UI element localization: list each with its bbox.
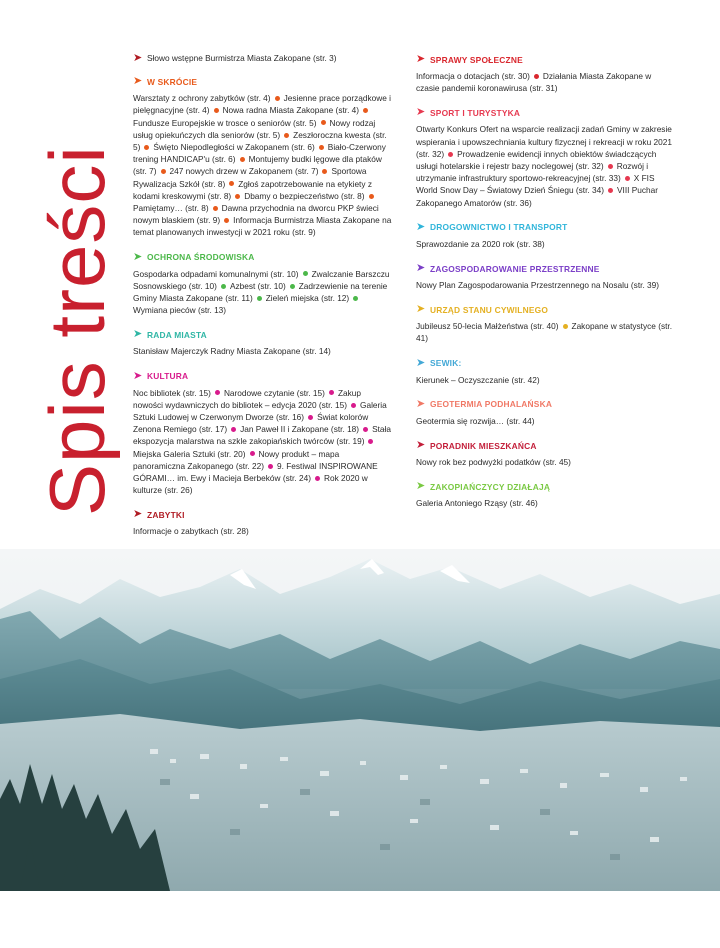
toc-section — [416, 438, 676, 468]
toc-entry[interactable]: Narodowe czytanie (str. 15) — [223, 387, 325, 398]
toc-section-title: ZAGOSPODAROWANIE PRZESTRZENNE — [430, 263, 600, 274]
bullet-dot-icon — [351, 403, 356, 408]
toc-section-title: ZAKOPIAŃCZYCY DZIAŁAJĄ — [430, 481, 551, 492]
toc-entry[interactable]: Sprawozdanie za 2020 rok (str. 38) — [416, 238, 545, 249]
toc-entry[interactable]: Nowy Plan Zagospodarowania Przestrzennego na Nosalu (str. 39) — [416, 280, 660, 291]
toc-entry[interactable]: Biało-Czerwony trening HANDICAP'u (str. 6) — [133, 142, 386, 165]
toc-entry[interactable]: 247 nowych drzew w Zakopanem (str. 7) — [169, 166, 319, 177]
toc-section-title: SEWIK: — [430, 358, 462, 369]
toc-section-header[interactable] — [416, 52, 676, 67]
chevron-right-icon: ➤ — [416, 397, 426, 410]
toc-section-entries — [416, 279, 676, 291]
toc-entry[interactable]: VIII Puchar Zakopanego Amatorów (str. 36) — [416, 185, 659, 208]
toc-section — [416, 302, 676, 344]
toc-entry[interactable]: Zakopane w statystyce (str. 41) — [416, 321, 673, 344]
bullet-dot-icon — [608, 188, 613, 193]
toc-entry[interactable]: Dawna przychodnia na dworcu PKP świeci nowym blaskiem (str. 9) — [133, 203, 379, 226]
toc-entry[interactable]: Informacja o dotacjach (str. 30) — [416, 71, 530, 81]
toc-entry[interactable]: Jubileusz 50-lecia Małżeństwa (str. 40) — [416, 321, 559, 332]
chevron-right-icon: ➤ — [133, 328, 143, 341]
toc-entry[interactable]: Świat kolorów Zenona Remiego (str. 17) — [133, 412, 369, 435]
toc-entry[interactable]: Sportowa Rywalizacja Szkół (str. 8) — [133, 166, 367, 189]
toc-entry[interactable]: Fundusze Europejskie w trosce o seniorów (str. 5) — [133, 117, 317, 128]
toc-entry[interactable]: Rozwój i utrzymanie infrastruktury sportowo-rekreacyjnej (str. 33) — [416, 161, 649, 184]
toc-entry[interactable]: Azbest (str. 10) — [229, 280, 286, 291]
toc-section-entries — [133, 387, 393, 497]
bullet-dot-icon — [284, 133, 289, 138]
toc-section — [416, 397, 676, 427]
toc-entry[interactable]: X FIS World Snow Day – Światowy Dzień Śniegu (str. 34) — [416, 173, 655, 196]
bullet-dot-icon — [368, 439, 373, 444]
bullet-dot-icon — [363, 427, 368, 432]
bullet-dot-icon — [353, 296, 358, 301]
toc-section-header[interactable] — [133, 250, 393, 265]
toc-section-entries — [133, 92, 393, 238]
chevron-right-icon: ➤ — [416, 439, 426, 452]
toc-right-column — [416, 52, 676, 520]
chevron-right-icon: ➤ — [133, 508, 143, 521]
toc-entry[interactable]: Wymiana pieców (str. 13) — [133, 305, 227, 316]
toc-entry[interactable]: Prowadzenie ewidencji innych obiektów świadczących usługi hotelarskie i rejestr bazy noclegowej (str. 32) — [416, 148, 657, 172]
toc-entry[interactable]: Zieleń miejska (str. 12) — [265, 293, 350, 304]
toc-section-title: ZABYTKI — [147, 509, 185, 520]
toc-section-entries — [416, 238, 676, 250]
bullet-dot-icon — [275, 96, 280, 101]
toc-section-entries — [416, 415, 676, 427]
toc-section-entries — [416, 70, 676, 94]
toc-section-entries — [416, 456, 676, 468]
bullet-dot-icon — [308, 415, 313, 420]
toc-entry[interactable]: Zwalczanie Barszczu Sosnowskiego (str. 10) — [133, 268, 390, 291]
bullet-dot-icon — [257, 296, 262, 301]
toc-entry[interactable]: Kierunek – Oczyszczanie (str. 42) — [416, 374, 540, 385]
bullet-dot-icon — [290, 284, 295, 289]
toc-intro-entry[interactable] — [133, 52, 393, 64]
bullet-dot-icon — [319, 145, 324, 150]
toc-entry[interactable]: Nowa radna Miasta Zakopane (str. 4) — [222, 105, 360, 116]
bullet-dot-icon — [224, 218, 229, 223]
toc-entry[interactable]: Montujemy budki lęgowe dla ptaków (str. 7) — [133, 154, 382, 177]
chevron-right-icon: ➤ — [416, 220, 426, 233]
toc-section — [133, 327, 393, 357]
toc-section-entries — [416, 374, 676, 386]
chevron-right-icon: ➤ — [416, 303, 426, 316]
toc-section-entries — [133, 345, 393, 357]
toc-entry[interactable]: Noc bibliotek (str. 15) — [133, 387, 211, 398]
toc-section-title: W SKRÓCIE — [147, 76, 198, 87]
bullet-dot-icon — [229, 181, 234, 186]
toc-entry[interactable]: Miejska Galeria Sztuki (str. 20) — [133, 448, 246, 459]
toc-section-title: KULTURA — [147, 371, 189, 382]
bullet-dot-icon — [625, 176, 630, 181]
toc-section-title: SPRAWY SPOŁECZNE — [430, 54, 523, 65]
bullet-dot-icon — [221, 284, 226, 289]
bullet-dot-icon — [369, 194, 374, 199]
toc-section — [416, 52, 676, 94]
toc-section-header[interactable] — [416, 105, 676, 120]
bullet-dot-icon — [240, 157, 245, 162]
toc-entry[interactable]: Stała ekspozycja malarstwa na szkle zakopiańskich twórców (str. 19) — [133, 424, 391, 447]
mountain-panorama-photo — [0, 549, 720, 891]
bullet-dot-icon — [448, 152, 453, 157]
toc-entry[interactable]: Nowy produkt – mapa panoramiczna Zakopanego (str. 22) — [133, 448, 340, 471]
toc-section — [416, 356, 676, 386]
bullet-dot-icon — [534, 74, 539, 79]
toc-section — [133, 507, 393, 537]
bullet-dot-icon — [322, 169, 327, 174]
page-bottom-margin — [0, 891, 720, 948]
toc-section — [133, 369, 393, 497]
toc-section-title: SPORT I TURYSTYKA — [430, 107, 521, 118]
toc-entry[interactable]: Galeria Antoniego Rząsy (str. 46) — [416, 498, 538, 509]
chevron-right-icon: ➤ — [133, 52, 143, 64]
bullet-dot-icon — [235, 194, 240, 199]
toc-entry[interactable]: Rok 2020 w kulturze (str. 26) — [133, 473, 368, 496]
toc-section-title: URZĄD STANU CYWILNEGO — [430, 304, 549, 315]
toc-section-header[interactable] — [416, 302, 676, 317]
toc-section-header[interactable] — [133, 74, 393, 89]
toc-left-column — [133, 52, 393, 549]
toc-entry[interactable]: Zgłoś zapotrzebowanie na etykiety z kodami kreskowymi (str. 8) — [133, 178, 372, 201]
toc-section — [133, 74, 393, 238]
toc-section-entries — [133, 525, 393, 537]
toc-section-title: PORADNIK MIESZKAŃCA — [430, 440, 537, 451]
toc-entry[interactable]: Informacja Burmistrza Miasta Zakopane na temat planowanych inwestycji w 2021 roku (str. 9) — [133, 215, 392, 238]
bullet-dot-icon — [315, 476, 320, 481]
toc-entry[interactable]: Zadrzewienie na terenie Gminy Miasta Zakopane (str. 11) — [133, 280, 388, 304]
bullet-dot-icon — [303, 271, 308, 276]
toc-entry[interactable]: Pamiętamy… (str. 8) — [133, 203, 209, 214]
toc-section-header[interactable] — [133, 507, 393, 522]
bullet-dot-icon — [215, 390, 220, 395]
toc-entry[interactable]: Jesienne prace porządkowe i pielęgnacyjne (str. 4) — [133, 93, 392, 116]
chevron-right-icon: ➤ — [133, 369, 143, 382]
toc-entry[interactable]: Dbamy o bezpieczeństwo (str. 8) — [244, 190, 365, 201]
toc-entry[interactable]: Galeria Sztuki Ludowej w Czerwonym Dworze (str. 16) — [133, 399, 387, 423]
chevron-right-icon: ➤ — [416, 53, 426, 65]
chevron-right-icon: ➤ — [416, 480, 426, 493]
bullet-dot-icon — [268, 464, 273, 469]
toc-section — [133, 250, 393, 317]
toc-entry[interactable]: Zeszłoroczna kwesta (str. 5) — [133, 129, 387, 153]
toc-entry[interactable]: Nowy rodzaj usług opiekuńczych dla seniorów (str. 5) — [133, 117, 376, 140]
toc-entry[interactable]: Stanisław Majerczyk Radny Miasta Zakopane (str. 14) — [133, 346, 331, 357]
toc-entry[interactable]: Informacje o zabytkach (str. 28) — [133, 526, 249, 537]
bullet-dot-icon — [231, 427, 236, 432]
toc-entry[interactable]: Gospodarka odpadami komunalnymi (str. 10) — [133, 268, 299, 279]
chevron-right-icon: ➤ — [416, 356, 426, 369]
chevron-right-icon: ➤ — [133, 250, 143, 263]
bullet-dot-icon — [144, 145, 149, 150]
toc-entry[interactable]: Warsztaty z ochrony zabytków (str. 4) — [133, 93, 271, 104]
toc-section-header[interactable] — [416, 356, 676, 371]
bullet-dot-icon — [363, 108, 368, 113]
toc-section-title: OCHRONA ŚRODOWISKA — [147, 252, 255, 263]
bullet-dot-icon — [608, 164, 613, 169]
toc-entry[interactable]: Zakup nowości wydawniczych do bibliotek – edycja 2020 (str. 15) — [133, 387, 361, 410]
bullet-dot-icon — [161, 169, 166, 174]
toc-section — [416, 479, 676, 509]
toc-section — [416, 105, 676, 208]
toc-section-entries — [133, 268, 393, 317]
toc-entry[interactable]: Geotermia się rozwija… (str. 44) — [416, 415, 535, 426]
toc-section-entries — [416, 123, 676, 208]
toc-section-entries — [416, 320, 676, 344]
toc-entry[interactable]: Święto Niepodległości w Zakopanem (str. 6) — [153, 142, 315, 153]
toc-entry[interactable]: 9. Festiwal INSPIROWANE GÓRAMI… im. Ewy i Macieja Berbeków (str. 24) — [133, 460, 378, 484]
toc-section-entries — [416, 497, 676, 509]
toc-section-title: GEOTERMIA PODHALAŃSKA — [430, 399, 553, 410]
bullet-dot-icon — [329, 390, 334, 395]
page-title: Spis treści — [33, 145, 121, 516]
toc-intro-text: Słowo wstępne Burmistrza Miasta Zakopane (str. 3) — [147, 53, 337, 63]
toc-entry[interactable]: Otwarty Konkurs Ofert na wsparcie realizacji zadań Gminy w zakresie wspierania i upowszechniania kultury fizycznej i rekreacji w roku 2021 (str. 32) — [416, 124, 672, 159]
toc-section-header[interactable] — [416, 479, 676, 494]
chevron-right-icon: ➤ — [133, 75, 143, 88]
toc-section-header[interactable] — [416, 438, 676, 453]
toc-section-header[interactable] — [416, 261, 676, 276]
toc-section-title: RADA MIASTA — [147, 329, 207, 340]
toc-section-header[interactable] — [416, 397, 676, 412]
toc-section — [416, 261, 676, 291]
chevron-right-icon: ➤ — [416, 106, 426, 119]
toc-section-header[interactable] — [416, 220, 676, 235]
toc-section — [416, 220, 676, 250]
toc-entry[interactable]: Nowy rok bez podwyżki podatków (str. 45) — [416, 457, 571, 468]
bullet-dot-icon — [563, 324, 568, 329]
toc-section-header[interactable] — [133, 369, 393, 384]
bullet-dot-icon — [321, 120, 326, 125]
toc-entry[interactable]: Działania Miasta Zakopane w czasie pandemii koronawirusa (str. 31) — [416, 71, 652, 94]
chevron-right-icon: ➤ — [416, 262, 426, 275]
toc-section-header[interactable] — [133, 327, 393, 342]
toc-section-title: DROGOWNICTWO I TRANSPORT — [430, 222, 568, 233]
toc-entry[interactable]: Jan Paweł II i Zakopane (str. 18) — [240, 424, 360, 435]
bullet-dot-icon — [250, 451, 255, 456]
bullet-dot-icon — [213, 206, 218, 211]
bullet-dot-icon — [214, 108, 219, 113]
